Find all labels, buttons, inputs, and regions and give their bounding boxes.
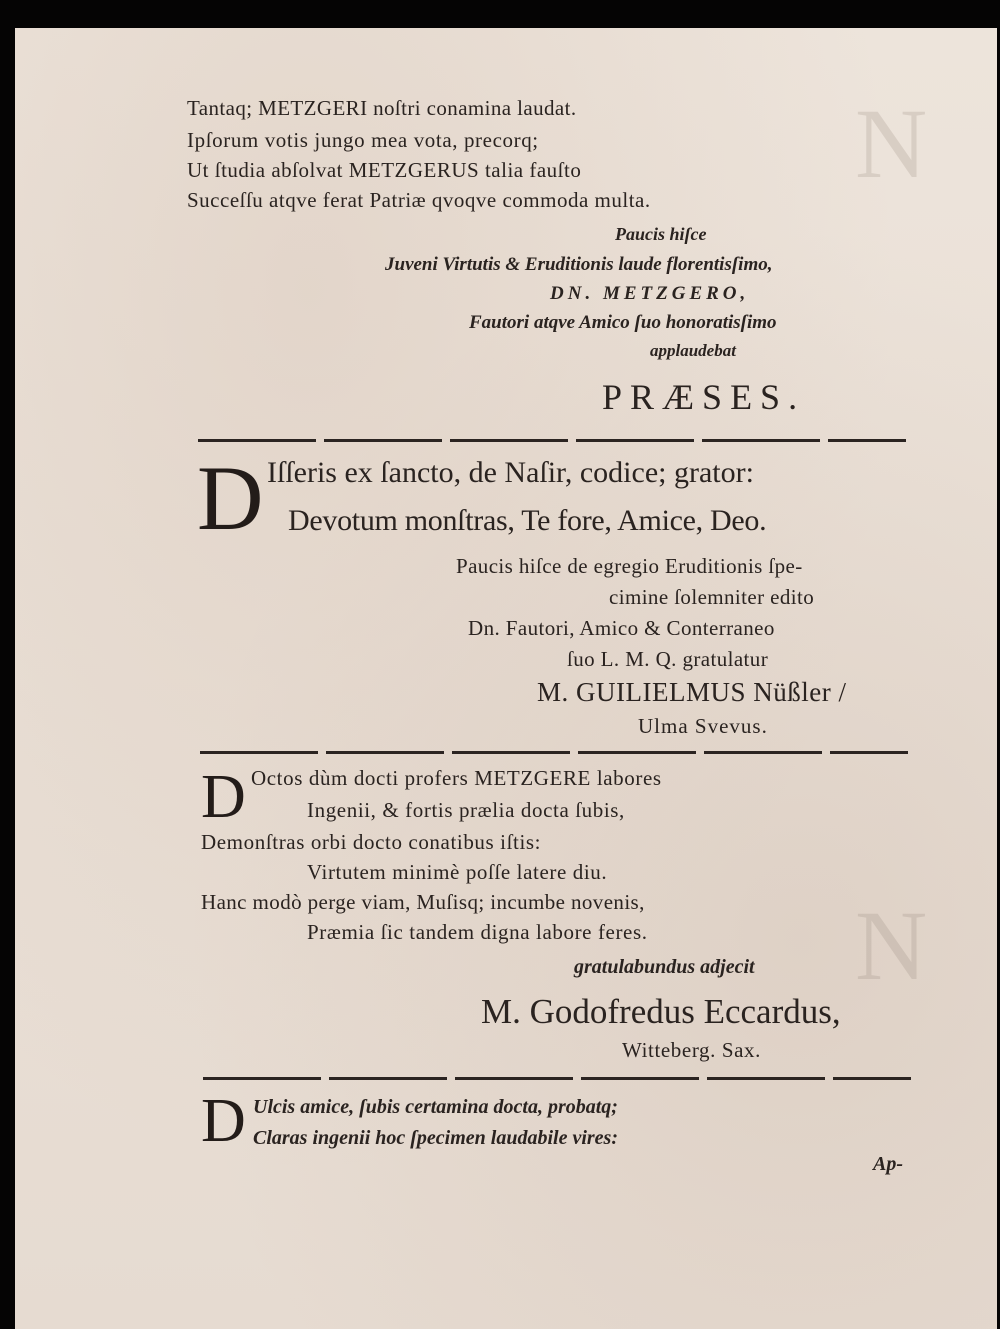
drop-capital: D [201, 763, 246, 831]
poem-line: Ulcis amice, ſubis certamina docta, probatq; [253, 1096, 618, 1118]
bleed-through-mark: N [855, 88, 928, 199]
poem-line: Virtutem minimè poſſe latere diu. [307, 860, 608, 884]
poem-line: Præmia ſic tandem digna labore feres. [307, 920, 648, 944]
dedication-line: applaudebat [650, 341, 736, 360]
poem-line: Succeſſu atqve ferat Patriæ qvoqve commoda multa. [187, 188, 651, 212]
signature-place: Witteberg. Sax. [622, 1038, 761, 1062]
poem-line: Ut ſtudia abſolvat METZGERUS talia fauſto [187, 158, 582, 182]
dedication-line: ſuo L. M. Q. gratulatur [567, 647, 769, 671]
signature: PRÆSES. [602, 377, 806, 417]
poem-line: Ingenii, & fortis prælia docta ſubis, [307, 798, 625, 822]
poem-line: Hanc modò perge viam, Muſisq; incumbe novenis, [201, 890, 645, 914]
dedication-line: DN. METZGERO, [550, 283, 750, 304]
divider-rule [203, 1077, 911, 1080]
poem-line: Tantaq; METZGERI noſtri conamina laudat. [187, 96, 577, 120]
signature: M. Godofredus Eccardus, [481, 992, 841, 1031]
signature: M. GUILIELMUS Nüßler / [537, 677, 847, 707]
poem-line: Iſſeris ex ſancto, de Naſir, codice; grator: [267, 456, 754, 489]
catchword: Ap- [873, 1153, 903, 1175]
poem-line: Ipſorum votis jungo mea vota, precorq; [187, 128, 539, 152]
dedication-line: Dn. Fautori, Amico & Conterraneo [468, 616, 775, 640]
poem-line: Devotum monſtras, Te fore, Amice, Deo. [288, 504, 767, 537]
drop-capital: D [201, 1087, 246, 1155]
document-page [15, 28, 997, 1329]
dedication-line: Paucis hiſce de egregio Eruditionis ſpe- [456, 554, 803, 578]
bleed-through-mark: N [855, 890, 928, 1001]
poem-line: Claras ingenii hoc ſpecimen laudabile vires: [253, 1127, 618, 1149]
poem-line: Octos dùm docti profers METZGERE labores [251, 766, 662, 790]
divider-rule [198, 439, 906, 442]
drop-capital: D [197, 447, 264, 549]
dedication-line: cimine ſolemniter edito [609, 585, 815, 609]
signature-place: Ulma Svevus. [638, 714, 768, 738]
dedication-line: Fautori atqve Amico ſuo honoratisſimo [469, 312, 777, 333]
dedication-line: Juveni Virtutis & Eruditionis laude florentisſimo, [385, 254, 773, 275]
poem-line: Demonſtras orbi docto conatibus iſtis: [201, 830, 542, 854]
divider-rule [200, 751, 908, 754]
dedication-line: Paucis hiſce [615, 224, 707, 244]
dedication-line: gratulabundus adjecit [574, 956, 755, 978]
